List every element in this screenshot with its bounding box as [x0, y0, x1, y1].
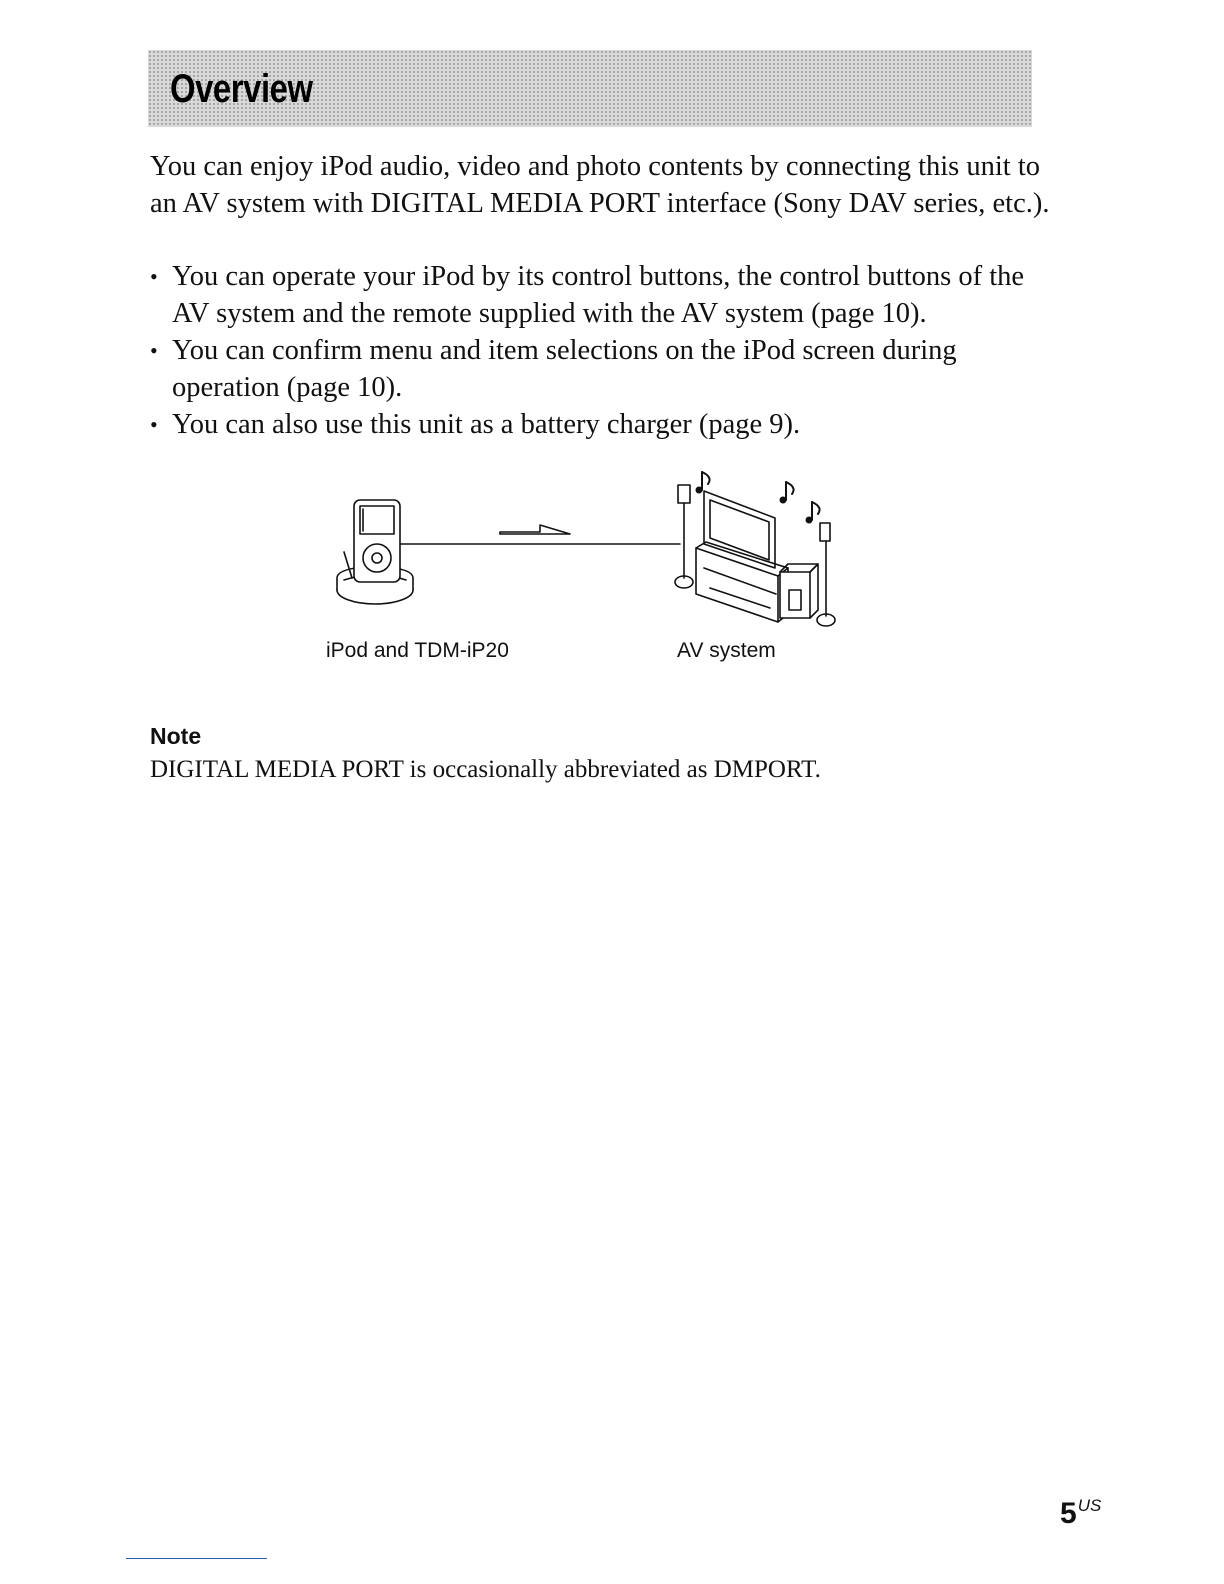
intro-paragraph: You can enjoy iPod audio, video and photo contents by connecting this unit to an AV system with DIGITAL MEDIA PORT interface (Sony DAV series, etc.).	[150, 151, 1050, 219]
list-item: • You can also use this unit as a battery charger (page 9).	[150, 406, 1050, 443]
page-title: Overview	[170, 67, 313, 111]
av-system-label: AV system	[677, 639, 776, 662]
list-item: • You can operate your iPod by its control buttons, the control buttons of the AV system and the remote supplied with the AV system (page 10).	[150, 258, 1050, 332]
page-number-suffix: US	[1077, 1496, 1102, 1515]
page-number	[1060, 1488, 1101, 1532]
section-banner	[148, 50, 1032, 127]
signal-direction-arrow	[500, 525, 570, 534]
note-heading: Note	[150, 723, 202, 749]
footer-rule	[126, 1558, 267, 1559]
ipod-dock-label: iPod and TDM-iP20	[326, 639, 509, 662]
list-item: • You can confirm menu and item selections on the iPod screen during operation (page 10).	[150, 332, 1050, 406]
connection-diagram	[330, 460, 870, 635]
ipod-dock-illustration	[337, 500, 680, 604]
note-text: DIGITAL MEDIA PORT is occasionally abbreviated as DMPORT.	[150, 756, 821, 783]
page-number-value: 5	[1060, 1497, 1077, 1530]
feature-list	[150, 258, 1050, 443]
